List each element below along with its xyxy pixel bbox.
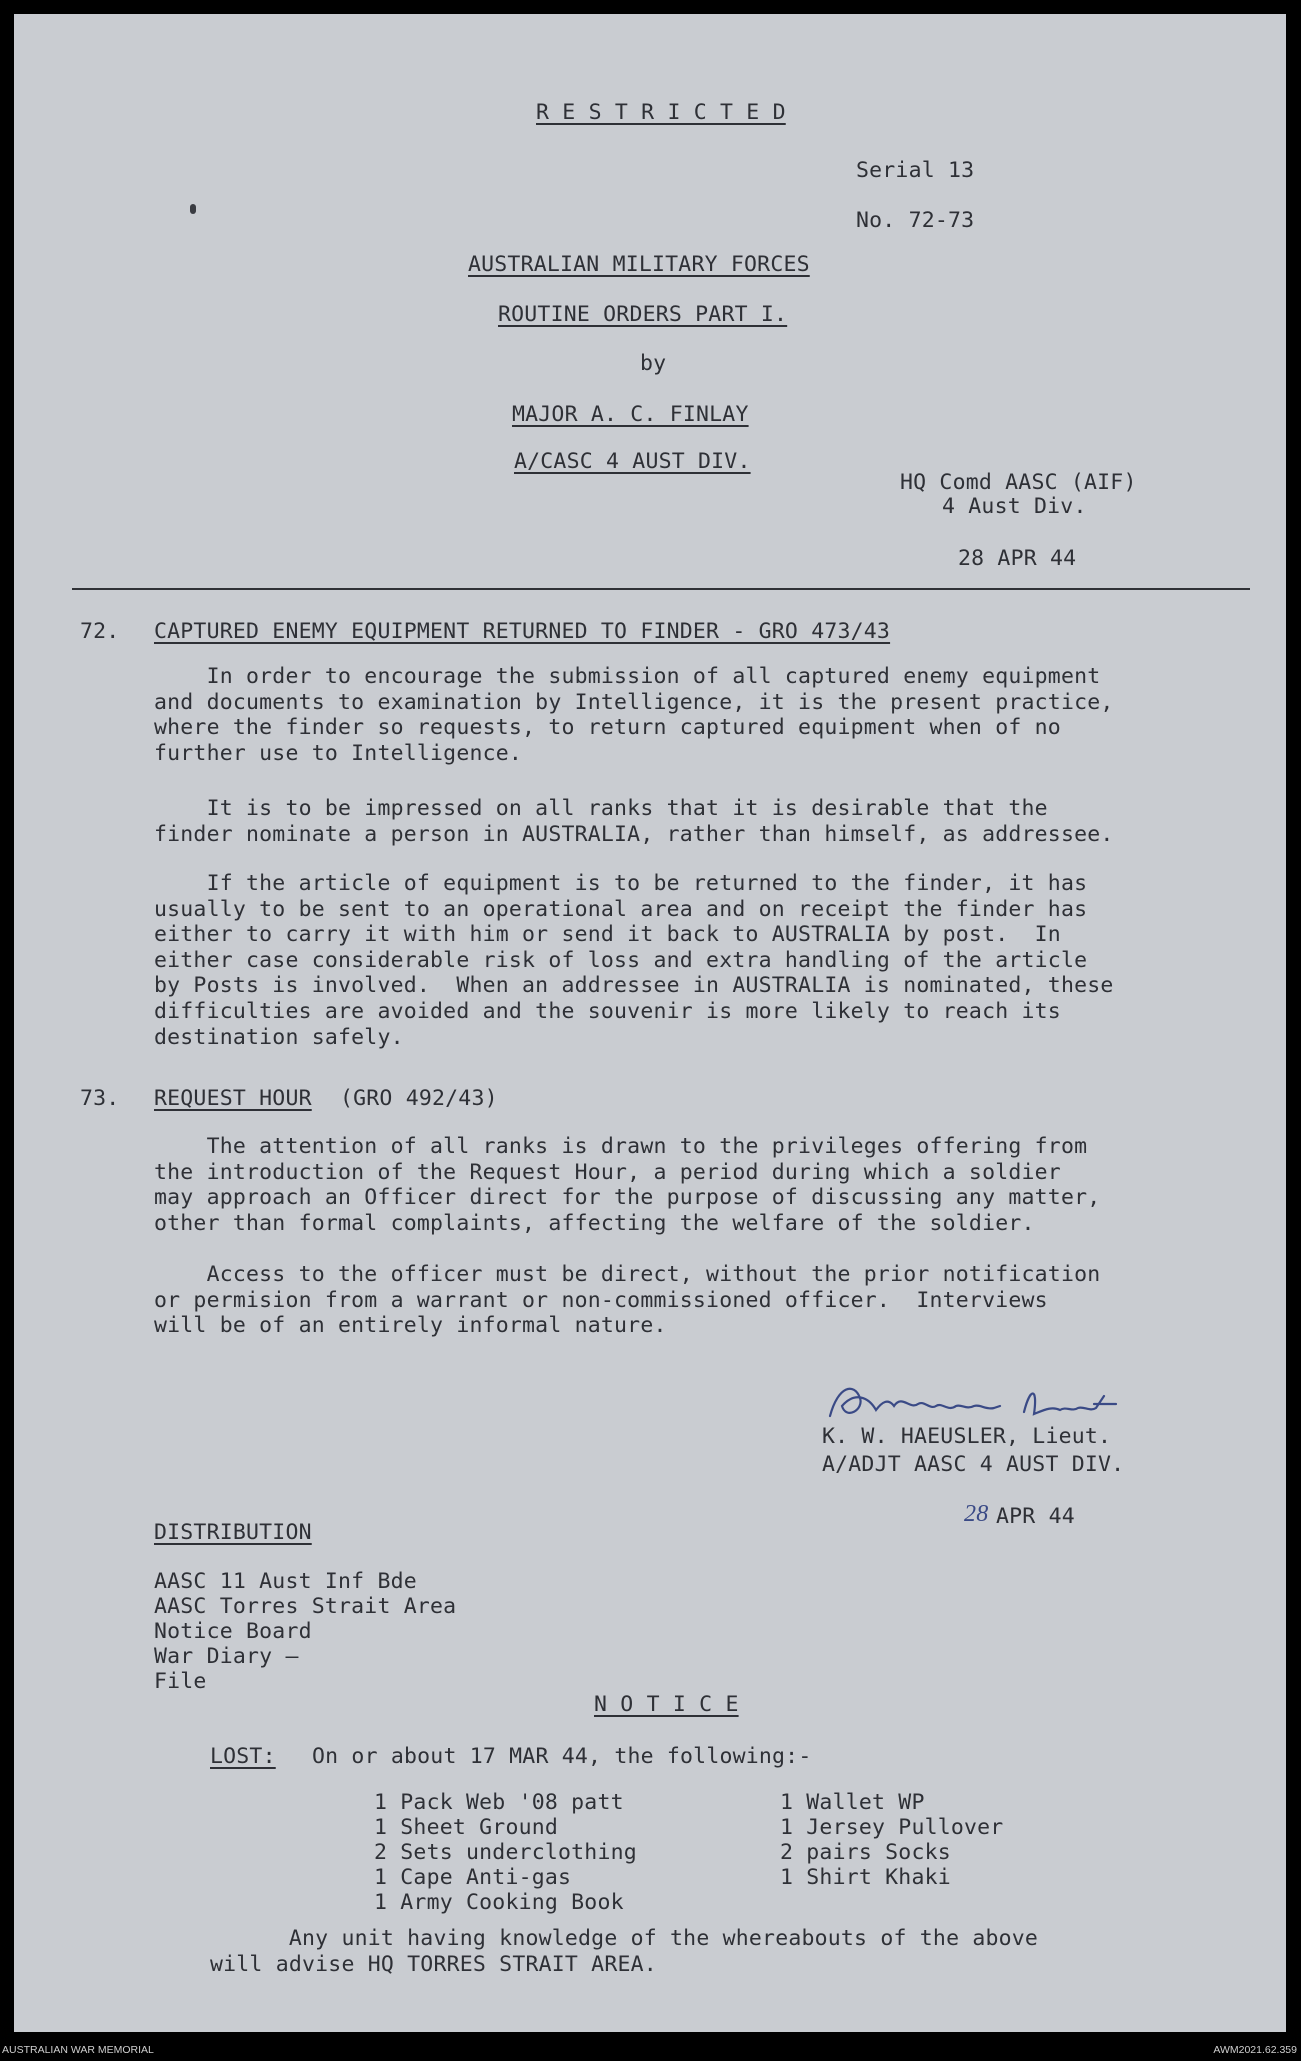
item-73-title: REQUEST HOUR (154, 1086, 312, 1111)
order-numbers: No. 72-73 (856, 208, 975, 233)
archive-credit: AUSTRALIAN WAR MEMORIAL (2, 2044, 154, 2056)
item-73-paragraph-2: Access to the officer must be direct, without the prior notification or permision from a warrant or non-commissioned officer. Interviews will be of an entirely informal nature. (154, 1262, 1101, 1339)
distribution-item: AASC Torres Strait Area (154, 1594, 457, 1619)
item-73-paragraph-1: The attention of all ranks is drawn to the privileges offering from the introduction of the Request Hour, a period during which a soldier may approach an Officer direct for the purpose of discussing any matter, other than formal complaints, affecting the welfare of the soldier. (154, 1134, 1101, 1236)
orders-title: ROUTINE ORDERS PART I. (498, 302, 788, 327)
serial-number: Serial 13 (856, 158, 975, 183)
lost-item: 1 Sheet Ground (374, 1815, 559, 1840)
lost-description: On or about 17 MAR 44, the following:- (312, 1744, 812, 1769)
classification-heading: R E S T R I C T E D (536, 100, 786, 125)
lost-item: 2 Sets underclothing (374, 1840, 637, 1865)
distribution-item: Notice Board (154, 1619, 312, 1644)
item-73-number: 73. (80, 1086, 120, 1111)
issue-date: 28 APR 44 (958, 546, 1077, 571)
item-73-reference: (GRO 492/43) (340, 1086, 498, 1111)
signatory-name: K. W. HAEUSLER, Lieut. (822, 1424, 1112, 1449)
punch-mark (190, 204, 196, 214)
item-72-paragraph-2: It is to be impressed on all ranks that it is desirable that the finder nominate a person in AUSTRALIA, rather than himself, as addressee. (154, 796, 1114, 847)
hq-line-1: HQ Comd AASC (AIF) (900, 470, 1137, 495)
lost-item: 2 pairs Socks (780, 1840, 951, 1865)
force-title: AUSTRALIAN MILITARY FORCES (468, 252, 810, 277)
lost-item: 1 Cape Anti-gas (374, 1865, 572, 1890)
lost-item: 1 Wallet WP (780, 1790, 925, 1815)
distribution-item: File (154, 1669, 207, 1694)
item-72-number: 72. (80, 619, 120, 644)
signature-date: APR 44 (996, 1504, 1075, 1529)
notice-heading: N O T I C E (594, 1692, 739, 1717)
signature-date-day: 28 (964, 1501, 989, 1527)
hq-line-2: 4 Aust Div. (942, 494, 1087, 519)
distribution-item: War Diary — (154, 1644, 299, 1669)
item-72-paragraph-3: If the article of equipment is to be returned to the finder, it has usually to be sent to an operational area and on receipt the finder has either to carry it with him or send it back to AUSTRALIA by post. In either case considerable risk of loss and extra handling of the article by Posts is involved. When an addressee in AUSTRALIA is nominated, these difficulties are avoided and the souvenir is more likely to reach its destination safely. (154, 871, 1114, 1050)
item-72-title: CAPTURED ENEMY EQUIPMENT RETURNED TO FINDER - GRO 473/43 (154, 619, 891, 644)
lost-item: 1 Army Cooking Book (374, 1890, 624, 1915)
lost-item: 1 Shirt Khaki (780, 1865, 951, 1890)
officer-appointment: A/CASC 4 AUST DIV. (514, 449, 751, 474)
by-line: by (640, 351, 667, 376)
notice-closing: Any unit having knowledge of the whereabouts of the above will advise HQ TORRES STRAIT AREA. (210, 1926, 1039, 1977)
document-page (14, 14, 1286, 2032)
archive-reference: AWM2021.62.359 (1213, 2044, 1297, 2056)
header-divider (72, 588, 1250, 590)
item-72-paragraph-1: In order to encourage the submission of all captured enemy equipment and documents to examination by Intelligence, it is the present practice, where the finder so requests, to return captured equipment when of no further use to Intelligence. (154, 664, 1114, 766)
distribution-heading: DISTRIBUTION (154, 1520, 312, 1545)
lost-item: 1 Jersey Pullover (780, 1815, 1004, 1840)
issuing-officer: MAJOR A. C. FINLAY (512, 402, 749, 427)
signatory-appointment: A/ADJT AASC 4 AUST DIV. (822, 1452, 1125, 1477)
lost-label: LOST: (210, 1744, 276, 1769)
lost-item: 1 Pack Web '08 patt (374, 1790, 624, 1815)
distribution-item: AASC 11 Aust Inf Bde (154, 1569, 417, 1594)
